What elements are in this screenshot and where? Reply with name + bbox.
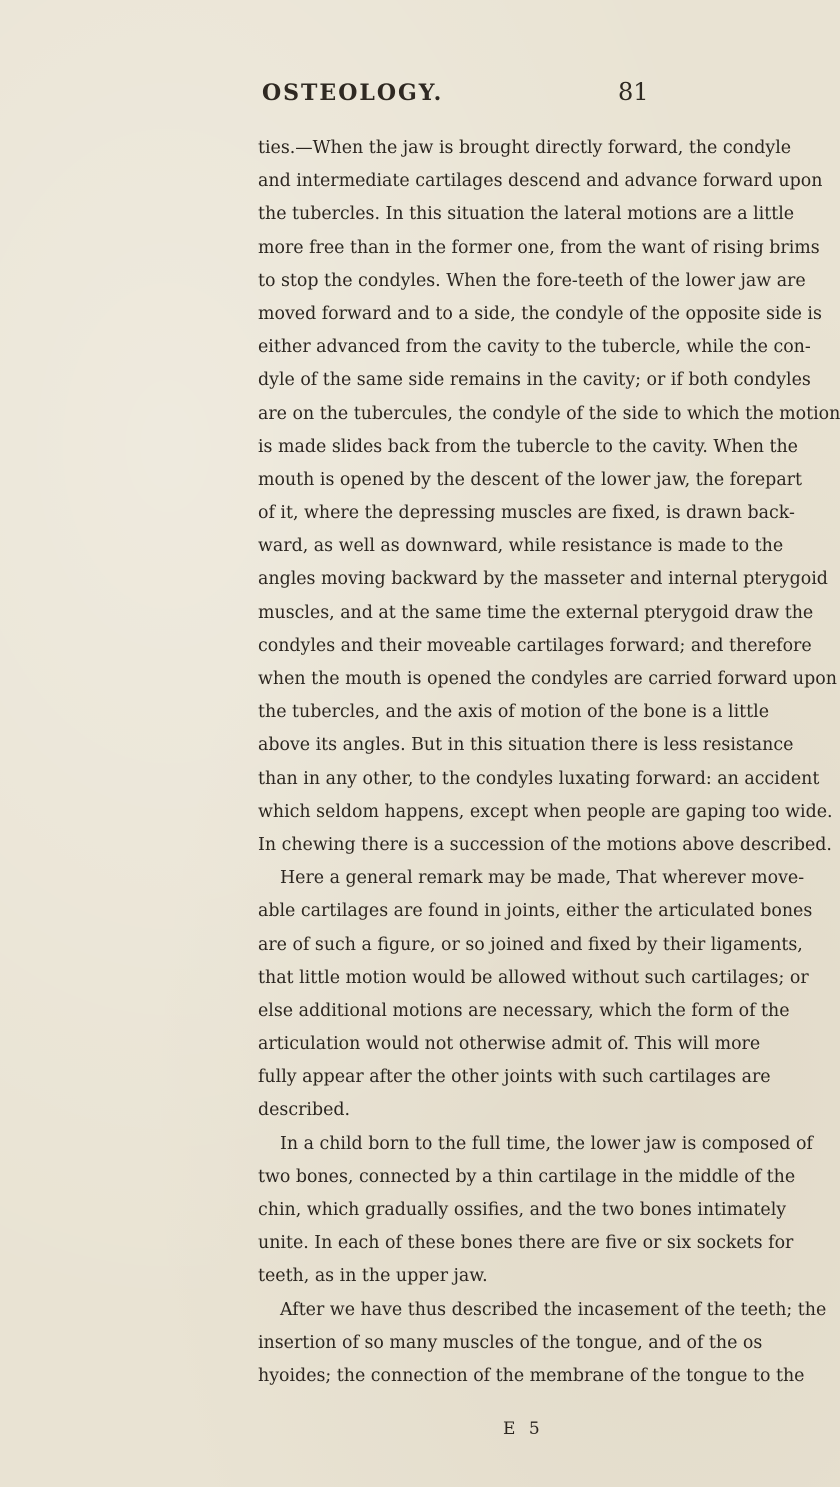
text-line: ward, as well as downward, while resistance is made to the [258,536,784,557]
text-line: two bones, connected by a thin cartilage in the middle of the [258,1166,796,1187]
text-line: are on the tubercules, the condyle of the side to which the motion [258,403,840,424]
text-line: condyles and their moveable cartilages forward; and therefore [258,635,812,656]
text-line: able cartilages are found in joints, either the articulated bones [258,901,813,922]
body-text [258,132,840,1393]
running-title: OSTEOLOGY. [262,80,444,106]
text-line: dyle of the same side remains in the cavity; or if both condyles [258,370,811,391]
text-line: to stop the condyles. When the fore-teeth of the lower jaw are [258,270,806,291]
text-line: else additional motions are necessary, which the form of the [258,1000,790,1021]
text-line: moved forward and to a side, the condyle of the opposite side is [258,303,822,324]
text-line: above its angles. But in this situation there is less resistance [258,735,794,756]
text-line: the tubercles, and the axis of motion of the bone is a little [258,702,770,723]
text-line: angles moving backward by the masseter and internal pterygoid [258,569,828,590]
text-line: hyoides; the connection of the membrane of the tongue to the [258,1365,805,1386]
text-line: muscles, and at the same time the external pterygoid draw the [258,602,814,623]
text-line: mouth is opened by the descent of the lower jaw, the forepart [258,469,802,490]
text-line: which seldom happens, except when people are gaping too wide. [258,801,833,822]
text-line: In chewing there is a succession of the motions above described. [258,834,832,855]
text-line: unite. In each of these bones there are five or six sockets for [258,1233,794,1254]
paragraph-start-line: In a child born to the full time, the lower jaw is composed of [280,1133,813,1154]
text-line: teeth, as in the upper jaw. [258,1266,488,1287]
text-line: fully appear after the other joints with such cartilages are [258,1067,771,1088]
paragraph-start-line: After we have thus described the incasement of the teeth; the [280,1299,827,1320]
page-number: 81 [618,78,649,106]
text-line: insertion of so many muscles of the tongue, and of the os [258,1332,763,1353]
text-line: more free than in the former one, from the want of rising brims [258,237,820,258]
text-line: of it, where the depressing muscles are fixed, is drawn back- [258,503,795,524]
text-line: articulation would not otherwise admit of. This will more [258,1034,761,1055]
text-line: are of such a figure, or so joined and fixed by their ligaments, [258,934,803,955]
paragraph-start-line: Here a general remark may be made, That wherever move- [280,868,805,889]
text-line: that little motion would be allowed without such cartilages; or [258,967,809,988]
text-line: the tubercles. In this situation the lateral motions are a little [258,204,795,225]
signature-mark: E 5 [503,1419,544,1439]
text-line: either advanced from the cavity to the tubercle, while the con- [258,337,811,358]
text-line: than in any other, to the condyles luxating forward: an accident [258,768,820,789]
text-line: ties.—When the jaw is brought directly forward, the condyle [258,138,792,158]
text-line: is made slides back from the tubercle to the cavity. When the [258,436,798,457]
text-line: described. [258,1100,351,1121]
text-line: chin, which gradually ossifies, and the two bones intimately [258,1200,787,1220]
running-head [0,80,800,120]
text-line: when the mouth is opened the condyles are carried forward upon [258,669,837,689]
text-line: and intermediate cartilages descend and advance forward upon [258,171,823,192]
